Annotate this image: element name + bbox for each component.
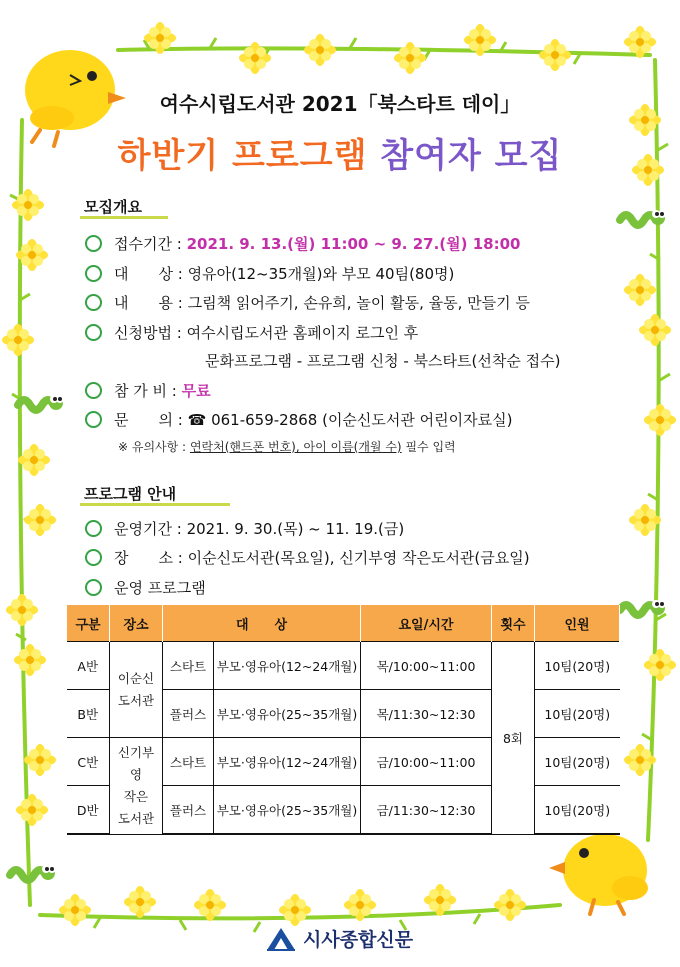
heading-underline [80,216,168,219]
bullet-circle-icon [85,235,102,252]
bullet-circle-icon [85,411,102,428]
recruit-apply-line-2: 문화프로그램 - 프로그램 신청 - 북스타트(선착순 접수) [205,352,561,370]
table-row: A반 이순신 도서관 스타트 부모·영유아(12~24개월) 목/10:00~11:00 8회 10팀(20명) [67,642,620,690]
program-place: 장 소 : 이순신도서관(목요일), 신기부영 작은도서관(금요일) [85,547,530,568]
bullet-circle-icon [85,294,102,311]
section-heading-recruit: 모집개요 [84,198,142,216]
recruit-content: 내 용 : 그림책 읽어주기, 손유희, 놀이 활동, 율동, 만들기 등 [85,292,530,313]
recruit-contact: 문 의 : ☎ 061-659-2868 (이순신도서관 어린이자료실) [85,409,512,430]
program-period: 운영기간 : 2021. 9. 30.(목) ~ 11. 19.(금) [85,518,404,539]
recruit-period: 접수기간 : 2021. 9. 13.(월) 11:00 ~ 9. 27.(월) 18:00 [85,233,520,254]
notice: ※ 유의사항 : 연락처(핸드폰 번호), 아이 이름(개월 수) 필수 입력 [118,440,456,454]
bullet-circle-icon [85,579,102,596]
header-count: 횟수 [492,605,535,642]
table-row: D반 플러스 부모·영유아(25~35개월) 금/11:30~12:30 10팀(20명) [67,786,620,835]
program-list-label: 운영 프로그램 [85,577,206,598]
bullet-circle-icon [85,324,102,341]
table-row: C반 신기부영 작은 도서관 스타트 부모·영유아(12~24개월) 금/10:00~11:00 10팀(20명) [67,738,620,786]
header-group: 구분 [67,605,110,642]
header-place: 장소 [110,605,163,642]
table-header-row [67,605,620,642]
title-recruit: 참여자 모집 [380,136,563,176]
recruit-target: 대 상 : 영유아(12~35개월)와 부모 40팀(80명) [85,263,454,284]
schedule-table [66,605,620,835]
header-people: 인원 [535,605,620,642]
count-cell: 8회 [492,642,535,835]
place-cell: 신기부영 작은 도서관 [110,738,163,835]
header-time: 요일/시간 [361,605,492,642]
recruit-period-value: 2021. 9. 13.(월) 11:00 ~ 9. 27.(월) 18:00 [186,235,521,253]
bullet-circle-icon [85,520,102,537]
newspaper-logo-icon [265,926,297,952]
bullet-circle-icon [85,549,102,566]
header-target: 대 상 [163,605,361,642]
recruit-apply: 신청방법 : 여수시립도서관 홈페이지 로그인 후 [85,322,418,343]
logo-text: 시사종합신문 [303,929,414,951]
table-row: B반 플러스 부모·영유아(25~35개월) 목/11:30~12:30 10팀(20명) [67,690,620,738]
place-cell: 이순신 도서관 [110,642,163,738]
recruit-fee: 참 가 비 : 무료 [85,380,211,401]
phone-icon: ☎ [187,410,207,429]
title-line-1: 여수시립도서관 2021「북스타트 데이」 [159,92,521,116]
title-line-2 [0,128,680,177]
chick-illustration-bottom [549,834,648,914]
footer-logo [265,925,413,952]
heading-underline [80,503,230,506]
title-program: 하반기 프로그램 [117,136,368,176]
section-heading-program: 프로그램 안내 [84,485,177,503]
bullet-circle-icon [85,265,102,282]
bullet-circle-icon [85,382,102,399]
